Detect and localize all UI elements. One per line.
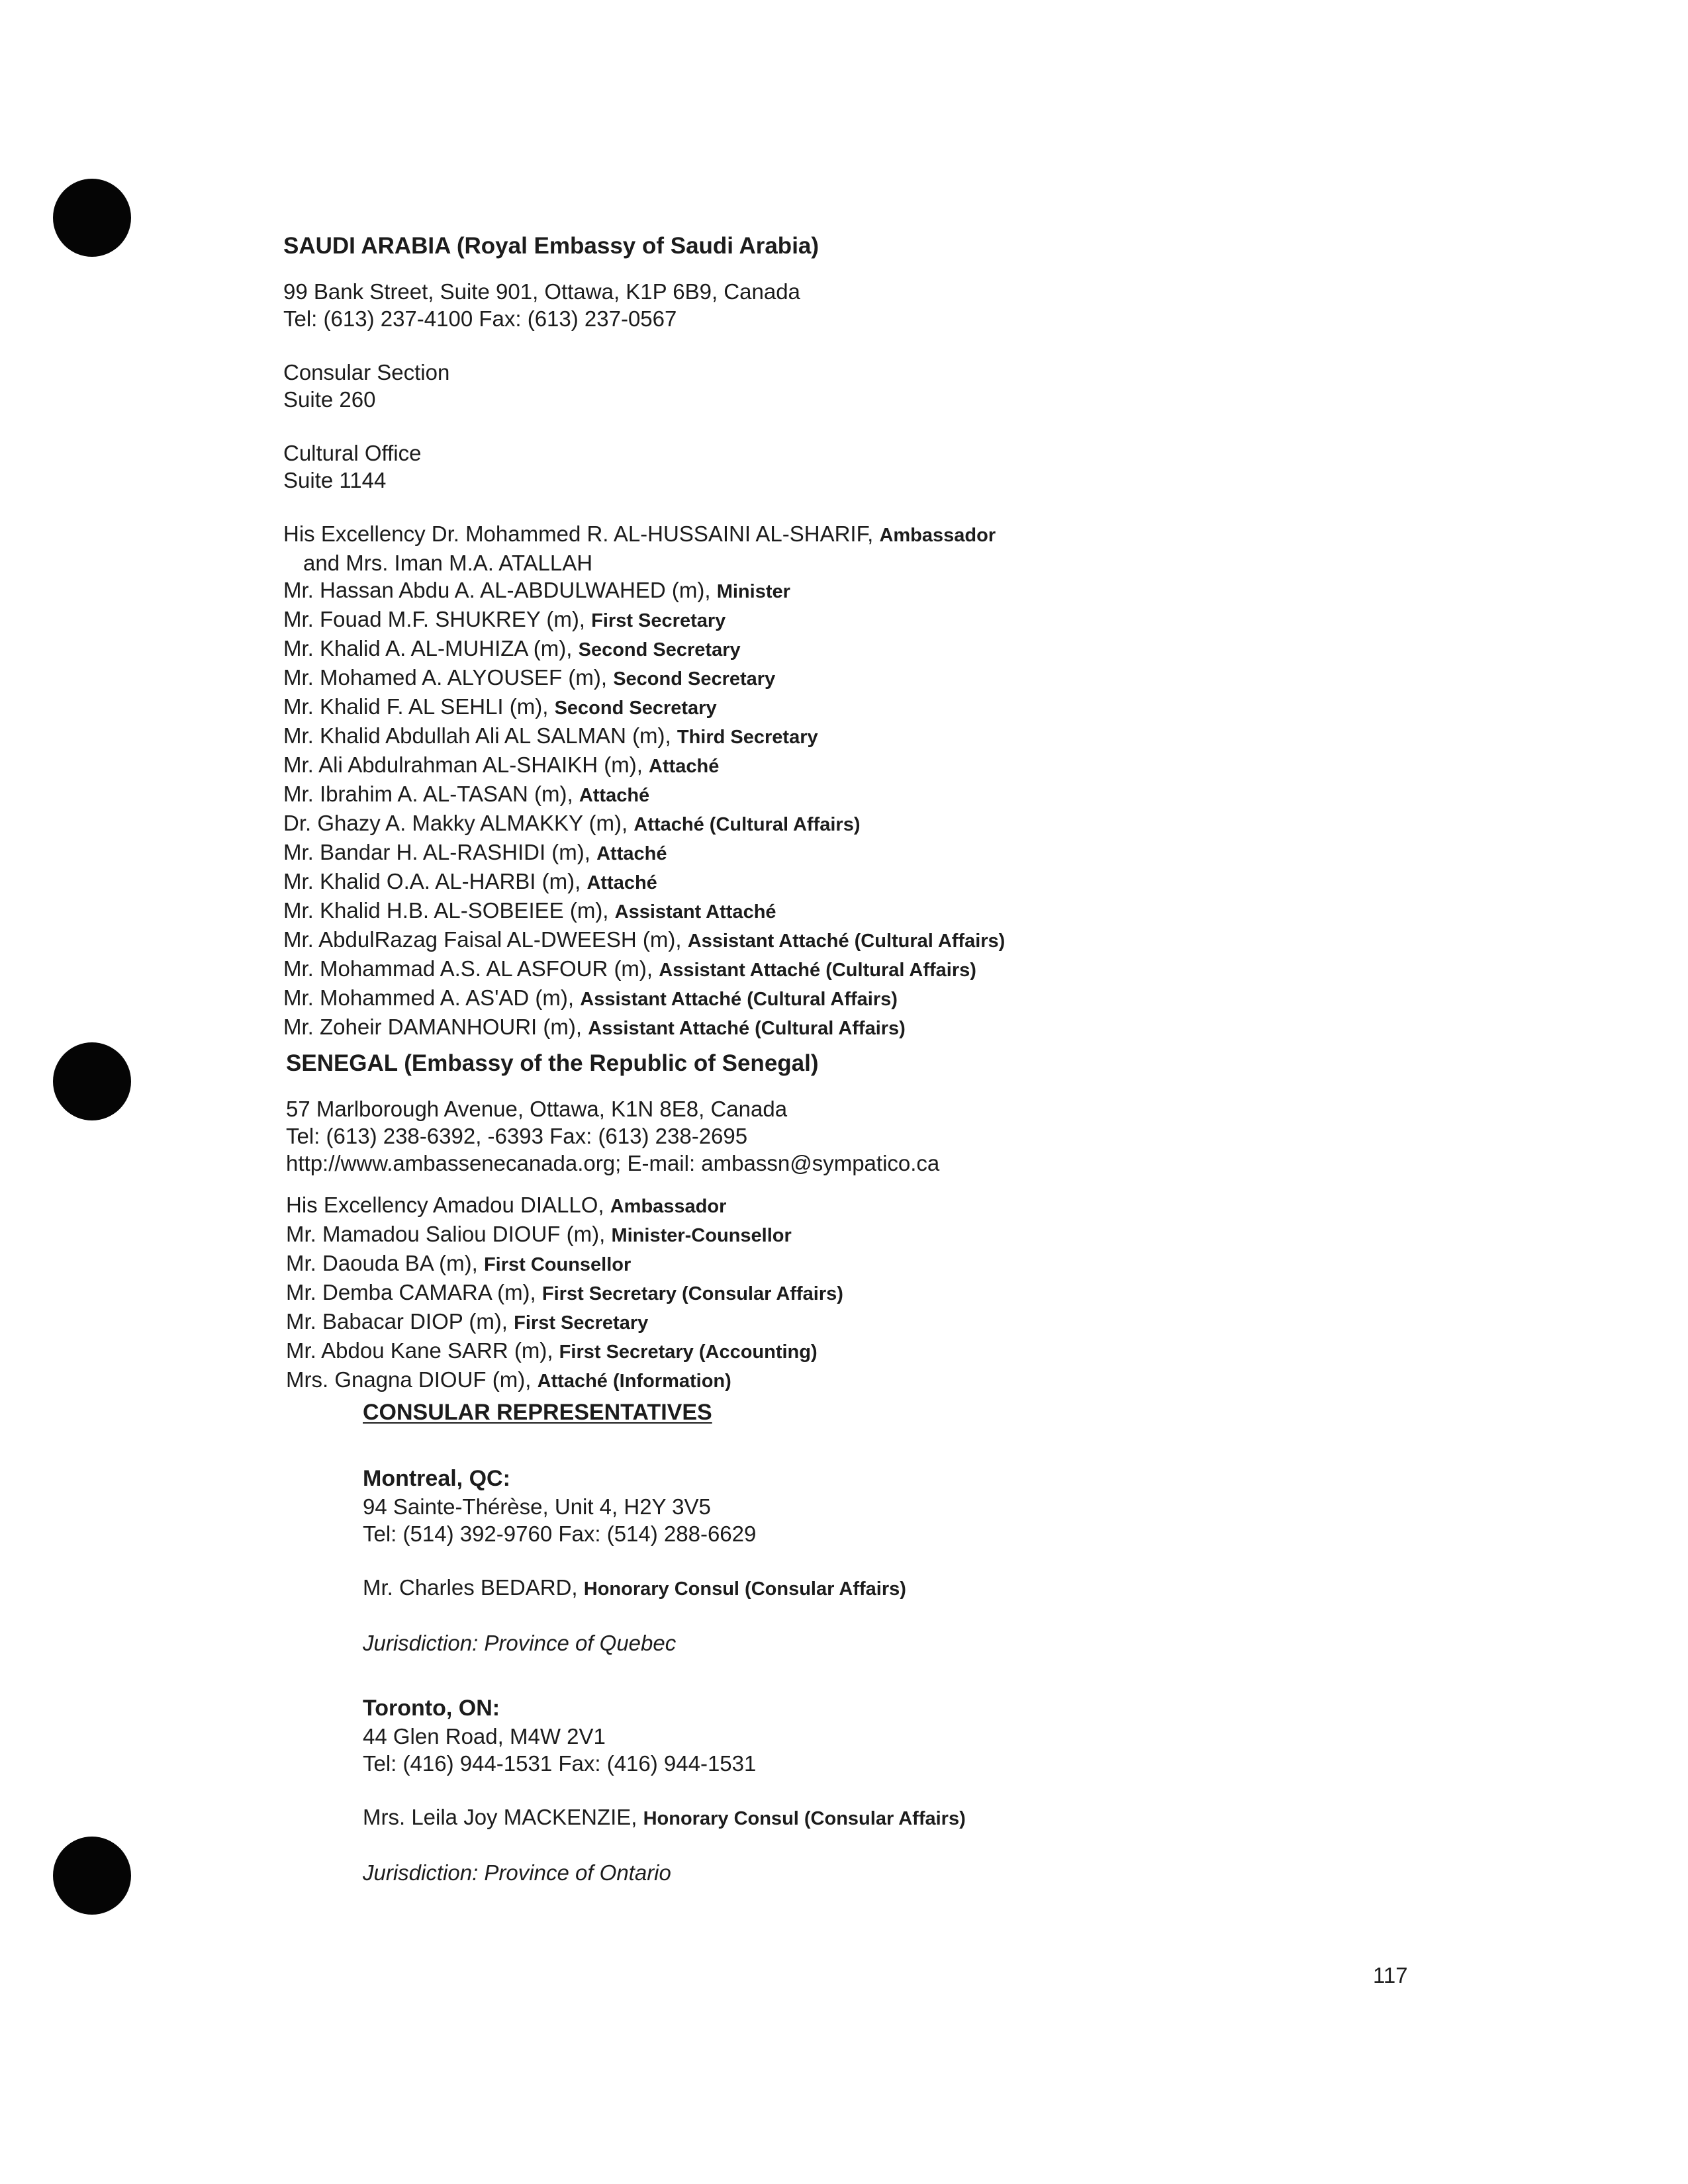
staff-entry: [283, 839, 1541, 868]
staff-role: Attaché: [586, 872, 657, 893]
montreal-address: 94 Sainte-Thérèse, Unit 4, H2Y 3V5: [363, 1494, 711, 1519]
staff-entry: [286, 1191, 1544, 1220]
staff-entry: [283, 664, 1541, 693]
staff-name: Mrs. Gnagna DIOUF (m),: [286, 1367, 532, 1392]
senegal-address: 57 Marlborough Avenue, Ottawa, K1N 8E8, Canada: [286, 1097, 788, 1121]
staff-role: Second Secretary: [578, 639, 741, 660]
saudi-address: 99 Bank Street, Suite 901, Ottawa, K1P 6B9, Canada: [283, 279, 800, 304]
staff-role: First Counsellor: [483, 1254, 632, 1275]
rep-name: Mrs. Leila Joy MACKENZIE,: [363, 1805, 637, 1829]
staff-role: Assistant Attaché (Cultural Affairs): [659, 960, 976, 981]
staff-entry: [283, 780, 1541, 809]
staff-name: His Excellency Amadou DIALLO,: [286, 1193, 604, 1217]
staff-entry: [283, 722, 1541, 751]
staff-name: His Excellency Dr. Mohammed R. AL-HUSSAINI AL-SHARIF,: [283, 522, 874, 546]
staff-name: Mr. Abdou Kane SARR (m),: [286, 1338, 553, 1363]
staff-entry: [283, 1013, 1541, 1042]
staff-entry: [286, 1279, 1544, 1308]
staff-name: Mr. Daouda BA (m),: [286, 1251, 478, 1275]
staff-entry: [286, 1337, 1544, 1366]
staff-role: Second Secretary: [613, 668, 776, 690]
staff-role: Third Secretary: [677, 727, 818, 748]
staff-role: First Secretary (Consular Affairs): [541, 1283, 843, 1304]
staff-name: Dr. Ghazy A. Makky ALMAKKY (m),: [283, 811, 628, 835]
saudi-consular-suite: Suite 260: [283, 387, 376, 412]
senegal-heading: SENEGAL (Embassy of the Republic of Senegal): [286, 1050, 819, 1076]
rep-name: Mr. Charles BEDARD,: [363, 1575, 578, 1600]
staff-role: Attaché (Cultural Affairs): [633, 814, 861, 835]
staff-role: Attaché (Information): [537, 1371, 731, 1392]
staff-entry: [286, 1366, 1544, 1395]
saudi-arabia-section: [283, 232, 1541, 1042]
staff-role: Assistant Attaché (Cultural Affairs): [580, 989, 898, 1010]
staff-name: Mr. Mohammad A.S. AL ASFOUR (m),: [283, 956, 653, 981]
staff-name: Mr. Khalid O.A. AL-HARBI (m),: [283, 869, 581, 893]
staff-name: Mr. Babacar DIOP (m),: [286, 1309, 508, 1334]
staff-entry: [283, 926, 1541, 955]
staff-entry: [283, 576, 1541, 606]
staff-entry: [283, 897, 1541, 926]
saudi-cultural-suite: Suite 1144: [283, 468, 387, 492]
staff-role: Assistant Attaché (Cultural Affairs): [687, 931, 1006, 952]
staff-entry: [283, 751, 1541, 780]
montreal-representative: [363, 1574, 1488, 1603]
staff-entry: [286, 1308, 1544, 1337]
saudi-phone: Tel: (613) 237-4100 Fax: (613) 237-0567: [283, 306, 677, 331]
staff-name: Mr. AbdulRazag Faisal AL-DWEESH (m),: [283, 927, 682, 952]
senegal-phone: Tel: (613) 238-6392, -6393 Fax: (613) 238-2695: [286, 1124, 748, 1148]
staff-role: Second Secretary: [554, 698, 717, 719]
montreal-phone: Tel: (514) 392-9760 Fax: (514) 288-6629: [363, 1522, 757, 1546]
staff-entry: [283, 809, 1541, 839]
staff-role: Assistant Attaché: [614, 901, 776, 923]
rep-role: Honorary Consul (Consular Affairs): [643, 1808, 966, 1829]
toronto-city: Toronto, ON:: [363, 1696, 500, 1721]
staff-entry: [283, 693, 1541, 722]
staff-name: Mr. Khalid F. AL SEHLI (m),: [283, 694, 549, 719]
staff-entry: [283, 520, 1541, 549]
staff-entry: [283, 549, 1541, 576]
staff-entry: [286, 1250, 1544, 1279]
punch-hole-top: [53, 179, 131, 257]
staff-name: Mr. Khalid A. AL-MUHIZA (m),: [283, 636, 573, 660]
staff-role: First Secretary (Accounting): [559, 1342, 818, 1363]
staff-name: Mr. Zoheir DAMANHOURI (m),: [283, 1015, 583, 1039]
staff-entry: [283, 955, 1541, 984]
senegal-web-email: http://www.ambassenecanada.org; E-mail: ambassn@sympatico.ca: [286, 1151, 940, 1175]
staff-name: Mr. Mohamed A. ALYOUSEF (m),: [283, 665, 608, 690]
saudi-heading: SAUDI ARABIA (Royal Embassy of Saudi Arabia): [283, 233, 820, 259]
staff-role: Ambassador: [610, 1196, 727, 1217]
staff-role: First Secretary: [591, 610, 726, 631]
senegal-section: [286, 1049, 1544, 1395]
staff-name: Mr. Mohammed A. AS'AD (m),: [283, 985, 575, 1010]
staff-role: Minister-Counsellor: [611, 1225, 792, 1246]
staff-name: Mr. Khalid H.B. AL-SOBEIEE (m),: [283, 898, 609, 923]
punch-hole-bottom: [53, 1837, 131, 1915]
staff-name: Mr. Ibrahim A. AL-TASAN (m),: [283, 782, 573, 806]
staff-entry: [283, 635, 1541, 664]
staff-role: Ambassador: [879, 525, 996, 546]
consular-heading: CONSULAR REPRESENTATIVES: [363, 1400, 712, 1425]
senegal-staff-list: [286, 1191, 1544, 1395]
staff-name: Mr. Khalid Abdullah Ali AL SALMAN (m),: [283, 723, 671, 748]
page-number: 117: [1373, 1963, 1408, 1987]
staff-role: First Secretary: [514, 1312, 649, 1334]
rep-role: Honorary Consul (Consular Affairs): [583, 1578, 906, 1600]
staff-name: and Mrs. Iman M.A. ATALLAH: [303, 551, 593, 575]
staff-entry: [286, 1220, 1544, 1250]
staff-entry: [283, 868, 1541, 897]
staff-name: Mr. Demba CAMARA (m),: [286, 1280, 536, 1304]
saudi-staff-list: [283, 520, 1541, 1042]
staff-entry: [283, 984, 1541, 1013]
staff-name: Mr. Bandar H. AL-RASHIDI (m),: [283, 840, 590, 864]
staff-role: Attaché: [579, 785, 650, 806]
staff-name: Mr. Fouad M.F. SHUKREY (m),: [283, 607, 585, 631]
toronto-representative: [363, 1803, 1488, 1833]
punch-hole-middle: [53, 1042, 131, 1120]
staff-role: Minister: [716, 581, 790, 602]
consular-representatives-section: [363, 1398, 1488, 1886]
montreal-jurisdiction: Jurisdiction: Province of Quebec: [363, 1631, 677, 1655]
staff-name: Mr. Mamadou Saliou DIOUF (m),: [286, 1222, 606, 1246]
staff-name: Mr. Hassan Abdu A. AL-ABDULWAHED (m),: [283, 578, 711, 602]
toronto-jurisdiction: Jurisdiction: Province of Ontario: [363, 1860, 671, 1885]
staff-role: Assistant Attaché (Cultural Affairs): [588, 1018, 906, 1039]
toronto-phone: Tel: (416) 944-1531 Fax: (416) 944-1531: [363, 1751, 757, 1776]
staff-entry: [283, 606, 1541, 635]
staff-role: Attaché: [596, 843, 667, 864]
staff-role: Attaché: [649, 756, 720, 777]
staff-name: Mr. Ali Abdulrahman AL-SHAIKH (m),: [283, 752, 643, 777]
saudi-cultural-title: Cultural Office: [283, 441, 422, 465]
toronto-address: 44 Glen Road, M4W 2V1: [363, 1724, 606, 1749]
saudi-consular-title: Consular Section: [283, 360, 450, 385]
montreal-city: Montreal, QC:: [363, 1466, 510, 1491]
